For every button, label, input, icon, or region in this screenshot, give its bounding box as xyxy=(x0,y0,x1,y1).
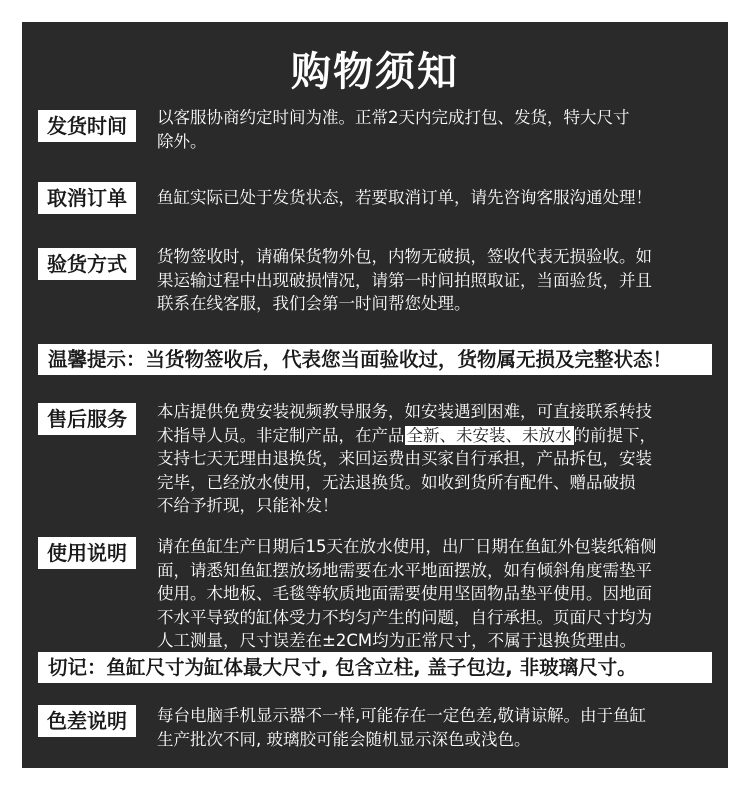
text-line: 果运输过程中出现破损情况，请第一时间拍照取证，当面验货，并且 xyxy=(157,270,652,290)
section-body-after-sales xyxy=(157,400,722,518)
section-label-cancel-order: 取消订单 xyxy=(38,182,136,214)
section-label-inspection: 验货方式 xyxy=(38,248,136,280)
text-line: 本店提供免费安装视频教导服务，如安装遇到困难，可直接联系转技 xyxy=(157,402,652,421)
text-segment: 的前提下， xyxy=(573,425,656,445)
text-line: 鱼缸实际已处于发货状态，若要取消订单，请先咨询客服沟通处理！ xyxy=(157,188,652,207)
text-line: 完毕，已经放水使用，无法退换货。如收到货所有配件、赠品破损 xyxy=(157,472,636,492)
text-line: 货物签收时，请确保货物外包，内物无破损，签收代表无损验收。如 xyxy=(157,247,652,266)
text-line: 每台电脑手机显示器不一样,可能存在一定色差,敬请谅解。由于鱼缸 xyxy=(157,706,646,725)
text-line: 人工测量，尺寸误差在±2CM均为正常尺寸，不属于退换货理由。 xyxy=(157,631,637,650)
section-label-after-sales: 售后服务 xyxy=(38,403,136,435)
text-line: 使用。木地板、毛毯等软质地面需要使用坚固物品垫平使用。因地面 xyxy=(157,584,652,603)
text-line: 支持七天无理由退换货，来回运费由买家自行承担，产品拆包，安装 xyxy=(157,449,652,468)
text-line-highlighted xyxy=(157,424,722,448)
highlighted-condition: 全新、未安装、未放水 xyxy=(406,425,572,445)
text-line: 以客服协商约定时间为准。正常2天内完成打包、发货，特大尺寸 xyxy=(157,108,630,127)
text-line: 不给予折现，只能补发！ xyxy=(157,496,339,515)
text-line: 请在鱼缸生产日期后15天在放水使用，出厂日期在鱼缸外包装纸箱侧 xyxy=(157,537,657,556)
text-line: 联系在线客服，我们会第一时间帮您处理。 xyxy=(157,294,471,313)
section-body-color-difference xyxy=(157,704,722,751)
text-line: 不水平导致的缸体受力不均匀产生的问题，自行承担。页面尺寸均为 xyxy=(157,607,652,627)
section-body-shipping-time xyxy=(157,106,722,153)
text-segment: 术指导人员。非定制产品，在产品 xyxy=(157,425,405,445)
section-body-usage xyxy=(157,535,722,653)
section-label-usage: 使用说明 xyxy=(38,537,136,569)
section-label-color-difference: 色差说明 xyxy=(38,705,136,737)
page-title: 购物须知 xyxy=(291,49,459,95)
text-line: 除外。 xyxy=(157,131,207,151)
size-reminder-bar: 切记：鱼缸尺寸为缸体最大尺寸, 包含立柱, 盖子包边, 非玻璃尺寸。 xyxy=(38,652,712,683)
section-body-inspection xyxy=(157,245,722,316)
text-line: 生产批次不同, 玻璃胶可能会随机显示深色或浅色。 xyxy=(157,729,531,749)
warm-reminder-bar: 温馨提示：当货物签收后，代表您当面验收过，货物属无损及完整状态！ xyxy=(38,344,712,375)
section-label-shipping-time: 发货时间 xyxy=(38,110,136,142)
section-body-cancel-order xyxy=(157,186,722,210)
text-line: 面，请悉知鱼缸摆放场地需要在水平地面摆放，如有倾斜角度需垫平 xyxy=(157,560,652,580)
